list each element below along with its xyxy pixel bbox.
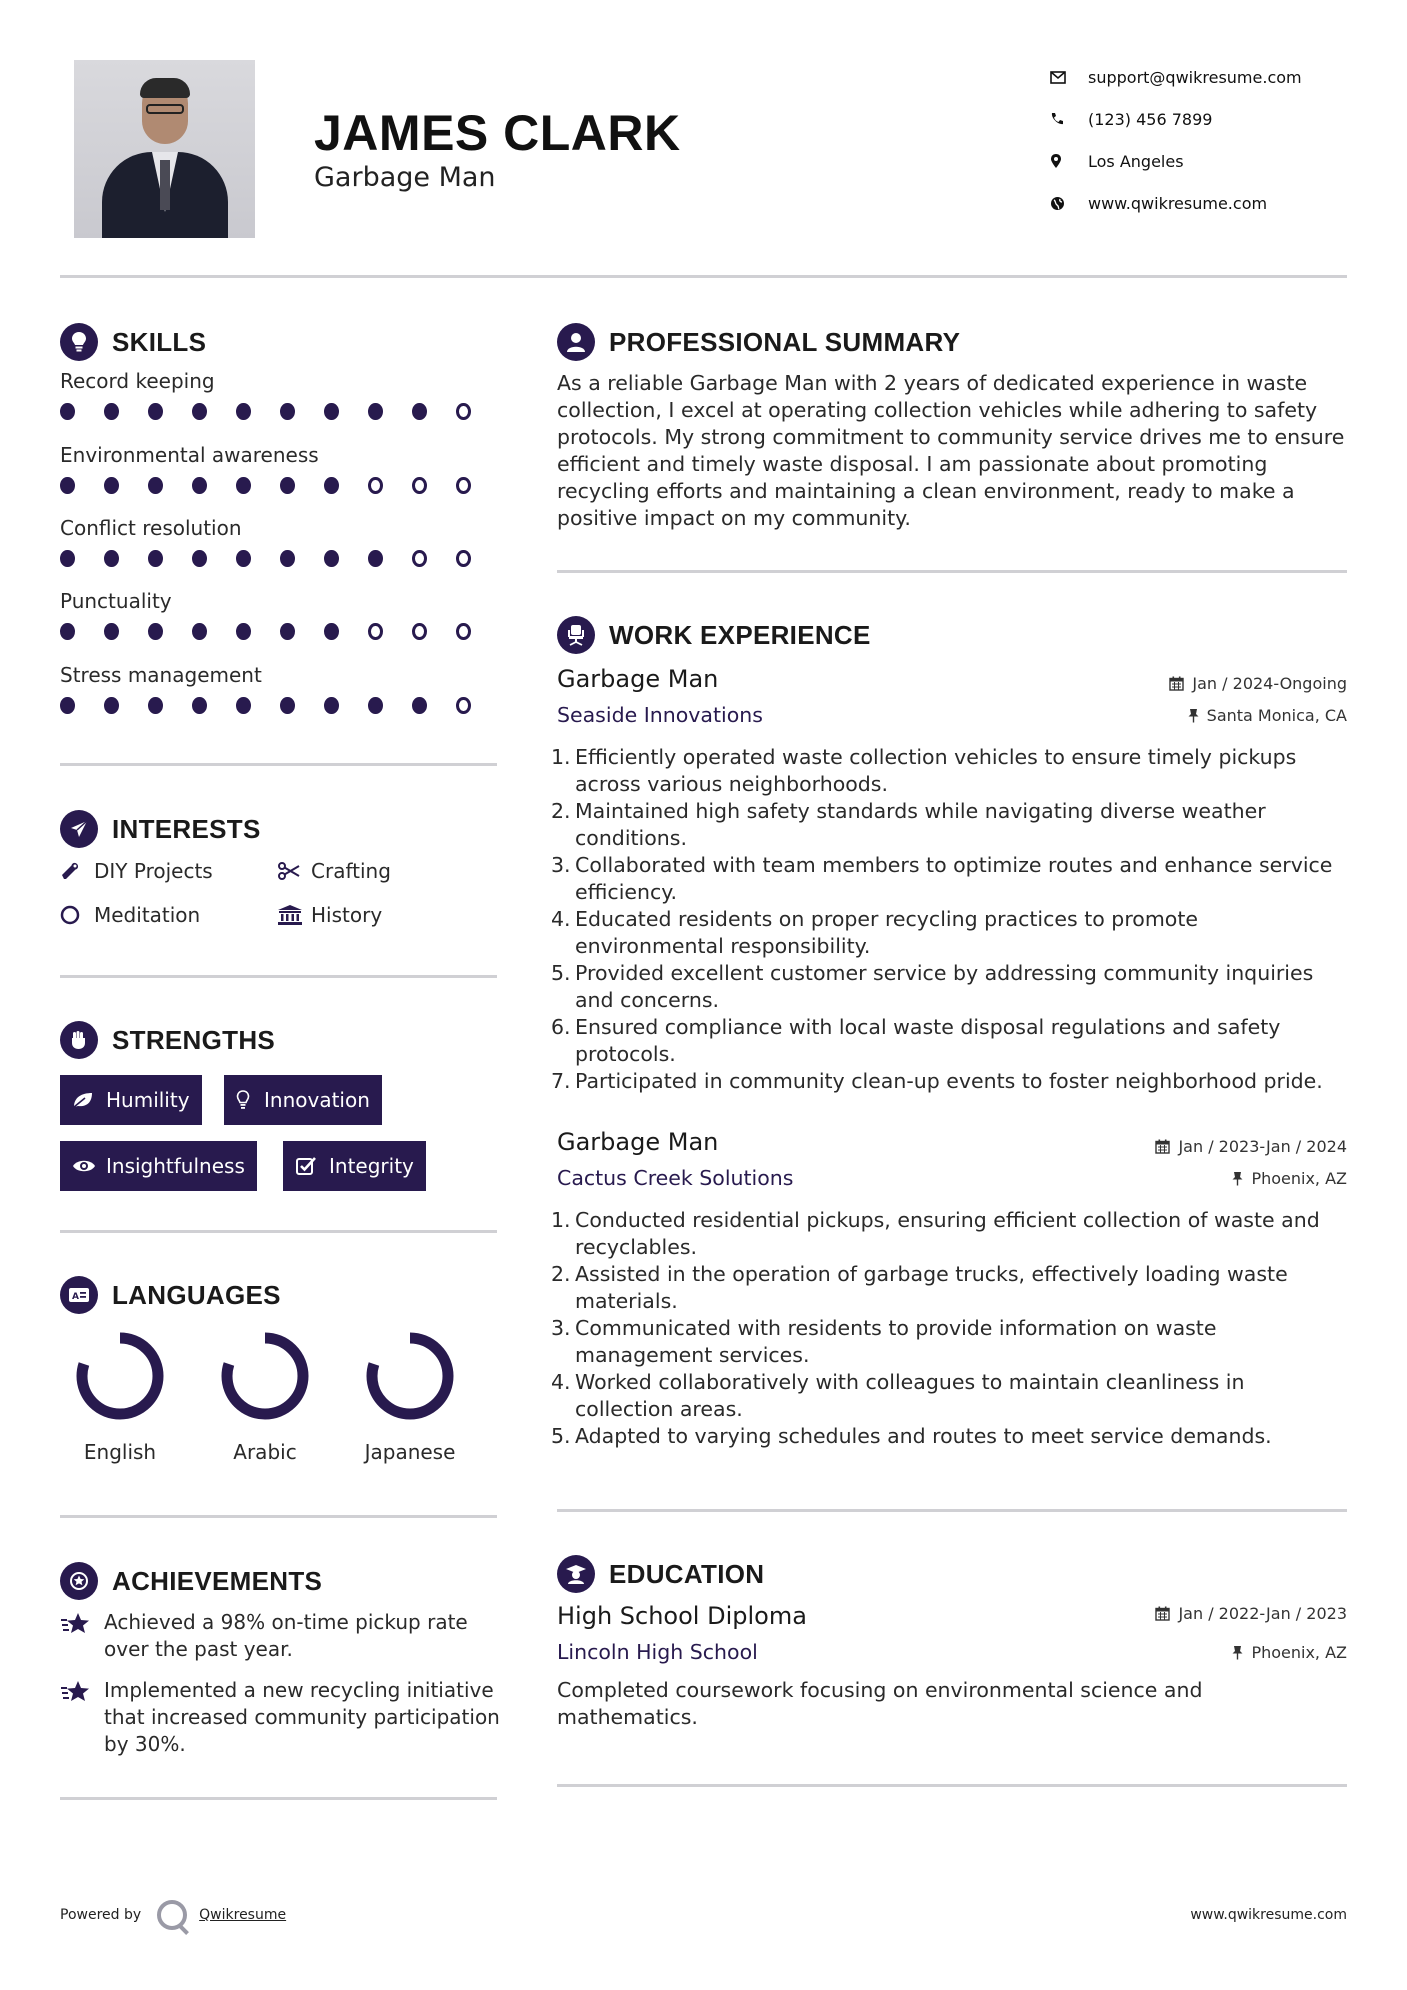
office-chair-icon (557, 616, 595, 654)
duty-item: Provided excellent customer service by addressing community inquiries and concerns. (575, 961, 1314, 1012)
rating-dot-filled (324, 697, 339, 714)
achievement-item: Achieved a 98% on-time pickup rate over the past year. (60, 1609, 500, 1663)
job-company: Cactus Creek Solutions (557, 1166, 794, 1190)
skill-row (60, 589, 500, 640)
skill-row (60, 516, 500, 567)
envelope-icon (1050, 71, 1088, 84)
language-item (350, 1330, 470, 1464)
rating-dot-filled (60, 550, 75, 567)
language-label: Arabic (233, 1440, 297, 1464)
job-location: Phoenix, AZ (1232, 1169, 1347, 1188)
rating-dot-filled (324, 403, 339, 420)
rating-dot-filled (104, 477, 119, 494)
education-degree: High School Diploma (557, 1602, 807, 1630)
rating-dot-filled (148, 477, 163, 494)
rating-dot-filled (192, 697, 207, 714)
calendar-icon (1155, 1139, 1170, 1154)
rating-dot-filled (368, 697, 383, 714)
duty-item: Assisted in the operation of garbage trucks, effectively loading waste materials. (575, 1262, 1288, 1313)
paper-plane-icon (60, 810, 98, 848)
duty-item: Ensured compliance with local waste disposal regulations and safety protocols. (575, 1015, 1281, 1066)
interests-divider (60, 975, 497, 978)
skills-divider (60, 763, 497, 766)
job-company: Seaside Innovations (557, 703, 763, 727)
rating-dot-filled (280, 477, 295, 494)
rating-dot-filled (192, 550, 207, 567)
interest-crafting: Crafting (277, 859, 391, 883)
rating-dot-filled (324, 550, 339, 567)
circle-icon (60, 905, 94, 925)
contact-list (1050, 56, 1302, 224)
interests-heading (60, 810, 261, 848)
skill-rating (60, 550, 500, 567)
pushpin-icon (1232, 1171, 1243, 1186)
profile-photo (74, 60, 255, 238)
graduate-icon (557, 1555, 595, 1593)
skill-row (60, 663, 500, 714)
interests-title: INTERESTS (112, 813, 261, 844)
contact-location: Los Angeles (1050, 140, 1302, 182)
language-item (60, 1330, 180, 1464)
languages-heading (60, 1276, 281, 1314)
interest-diy-projects: DIY Projects (60, 859, 213, 883)
scissors-icon (277, 862, 311, 880)
rating-dot-empty (456, 697, 471, 714)
contact-email[interactable]: support@qwikresume.com (1050, 56, 1302, 98)
rating-dot-filled (104, 697, 119, 714)
rating-dot-filled (60, 477, 75, 494)
language-card-icon (60, 1276, 98, 1314)
rating-dot-filled (192, 477, 207, 494)
rating-dot-filled (280, 697, 295, 714)
duty-item: Worked collaboratively with colleagues to maintain cleanliness in collection areas. (575, 1370, 1245, 1421)
rating-dot-empty (368, 623, 383, 640)
rating-dot-empty (456, 623, 471, 640)
rating-dot-filled (236, 477, 251, 494)
strength-integrity: Integrity (283, 1141, 426, 1191)
check-square-icon (295, 1156, 329, 1176)
strength-insightfulness: Insightfulness (60, 1141, 257, 1191)
languages-title: LANGUAGES (112, 1279, 281, 1310)
rating-dot-empty (412, 550, 427, 567)
pushpin-icon (1232, 1645, 1243, 1660)
rating-dot-filled (324, 477, 339, 494)
rating-dot-filled (368, 550, 383, 567)
calendar-icon (1155, 1606, 1170, 1621)
skill-rating (60, 697, 500, 714)
strengths-divider (60, 1230, 497, 1233)
summary-heading (557, 323, 960, 361)
footer-url[interactable]: www.qwikresume.com (1190, 1907, 1347, 1923)
footer-powered-by: Powered by Qwikresume (60, 1900, 286, 1930)
language-level-ring (364, 1330, 456, 1422)
rating-dot-filled (280, 403, 295, 420)
interest-meditation: Meditation (60, 903, 200, 927)
candidate-title: Garbage Man (314, 162, 496, 193)
star-icon (60, 1609, 104, 1663)
rating-dot-filled (148, 697, 163, 714)
experience-divider (557, 1509, 1347, 1512)
rating-dot-filled (368, 403, 383, 420)
duty-item: Educated residents on proper recycling practices to promote environmental responsibility. (575, 907, 1198, 958)
rating-dot-filled (412, 697, 427, 714)
rating-dot-filled (60, 403, 75, 420)
education-location: Phoenix, AZ (1232, 1643, 1347, 1662)
skill-name: Stress management (60, 663, 262, 687)
user-icon (557, 323, 595, 361)
contact-website[interactable]: www.qwikresume.com (1050, 182, 1302, 224)
rating-dot-empty (412, 623, 427, 640)
rating-dot-empty (456, 477, 471, 494)
rating-dot-filled (412, 403, 427, 420)
rating-dot-filled (148, 403, 163, 420)
languages-divider (60, 1515, 497, 1518)
education-dates: Jan / 2022-Jan / 2023 (1155, 1604, 1347, 1623)
contact-phone[interactable]: (123) 456 7899 (1050, 98, 1302, 140)
skill-name: Record keeping (60, 369, 215, 393)
header-divider (60, 275, 1347, 278)
lightbulb-icon (236, 1090, 264, 1110)
language-level-arc (227, 1338, 303, 1414)
job-dates: Jan / 2024-Ongoing (1169, 674, 1347, 693)
duty-item: Maintained high safety standards while navigating diverse weather conditions. (575, 799, 1266, 850)
language-level-ring (74, 1330, 166, 1422)
skill-name: Environmental awareness (60, 443, 319, 467)
wrench-icon (60, 861, 94, 881)
pushpin-icon (1188, 708, 1199, 723)
skill-name: Punctuality (60, 589, 172, 613)
interest-history: History (277, 903, 382, 927)
job-location: Santa Monica, CA (1188, 706, 1347, 725)
job-role: Garbage Man (557, 665, 719, 693)
language-level-arc (82, 1338, 158, 1414)
footer-brand-link[interactable]: Qwikresume (199, 1907, 287, 1923)
leaf-icon (72, 1091, 106, 1109)
rating-dot-filled (104, 403, 119, 420)
skill-name: Conflict resolution (60, 516, 242, 540)
rating-dot-filled (60, 697, 75, 714)
rating-dot-empty (456, 550, 471, 567)
skill-rating (60, 403, 500, 420)
duty-item: Collaborated with team members to optimize routes and enhance service efficiency. (575, 853, 1333, 904)
duty-item: Conducted residential pickups, ensuring efficient collection of waste and recyclables. (575, 1208, 1320, 1259)
candidate-name: JAMES CLARK (314, 105, 681, 161)
rating-dot-empty (412, 477, 427, 494)
rating-dot-filled (280, 623, 295, 640)
rating-dot-empty (456, 403, 471, 420)
achievements-divider (60, 1797, 497, 1800)
education-description: Completed coursework focusing on environmental science and mathematics. (557, 1678, 1203, 1729)
job-duties (557, 744, 1347, 1095)
job-dates: Jan / 2023-Jan / 2024 (1155, 1137, 1347, 1156)
language-level-arc (372, 1338, 448, 1414)
education-school: Lincoln High School (557, 1640, 758, 1664)
rating-dot-filled (148, 623, 163, 640)
duty-item: Communicated with residents to provide information on waste management services. (575, 1316, 1217, 1367)
rating-dot-filled (280, 550, 295, 567)
achievements-title: ACHIEVEMENTS (112, 1565, 323, 1596)
rating-dot-filled (192, 623, 207, 640)
strength-humility: Humility (60, 1075, 202, 1125)
strengths-heading (60, 1021, 275, 1059)
summary-divider (557, 570, 1347, 573)
duty-item: Adapted to varying schedules and routes to meet service demands. (575, 1424, 1272, 1448)
rating-dot-filled (60, 623, 75, 640)
language-label: English (83, 1440, 157, 1464)
skills-heading (60, 323, 206, 361)
achievement-item: Implemented a new recycling initiative that increased community participation by 30%. (60, 1677, 500, 1758)
strengths-title: STRENGTHS (112, 1024, 276, 1055)
rating-dot-filled (104, 550, 119, 567)
education-heading (557, 1555, 764, 1593)
rating-dot-filled (104, 623, 119, 640)
lightbulb-icon (60, 323, 98, 361)
svg-text:A: A (72, 1292, 79, 1302)
summary-title: PROFESSIONAL SUMMARY (609, 326, 961, 357)
language-label: Japanese (364, 1440, 456, 1464)
phone-icon (1050, 112, 1088, 126)
language-item (205, 1330, 325, 1464)
museum-icon (277, 904, 311, 926)
fist-icon (60, 1021, 98, 1059)
education-divider (557, 1784, 1347, 1787)
rating-dot-filled (236, 403, 251, 420)
duty-item: Efficiently operated waste collection vehicles to ensure timely pickups across various neighborhoods. (575, 745, 1297, 796)
star-icon (60, 1677, 104, 1758)
summary-text: As a reliable Garbage Man with 2 years of dedicated experience in waste collection, I excel at operating collection vehicles while adhering to safety protocols. My strong commitment to community service drives me to ensure efficient and timely waste disposal. I am passionate about promoting recycling efforts and maintaining a clean environment, ready to make a positive impact on my community. (557, 371, 1345, 530)
job-duties (557, 1207, 1347, 1450)
job-role: Garbage Man (557, 1128, 719, 1156)
rating-dot-filled (192, 403, 207, 420)
skill-rating (60, 623, 500, 640)
rating-dot-filled (148, 550, 163, 567)
achievements-heading (60, 1562, 322, 1600)
skill-rating (60, 477, 500, 494)
star-badge-icon (60, 1562, 98, 1600)
skills-title: SKILLS (112, 326, 207, 357)
skill-row (60, 369, 500, 420)
strength-innovation: Innovation (224, 1075, 382, 1125)
skill-row (60, 443, 500, 494)
language-level-ring (219, 1330, 311, 1422)
rating-dot-empty (368, 477, 383, 494)
experience-heading (557, 616, 871, 654)
map-pin-icon (1050, 153, 1088, 169)
rating-dot-filled (324, 623, 339, 640)
education-title: EDUCATION (609, 1558, 765, 1589)
calendar-icon (1169, 676, 1184, 691)
duty-item: Participated in community clean-up events to foster neighborhood pride. (575, 1069, 1323, 1093)
rating-dot-filled (236, 697, 251, 714)
experience-title: WORK EXPERIENCE (609, 619, 871, 650)
rating-dot-filled (236, 623, 251, 640)
eye-icon (72, 1158, 106, 1174)
rating-dot-filled (236, 550, 251, 567)
qwikresume-logo-icon (157, 1900, 187, 1930)
globe-icon (1050, 196, 1088, 211)
